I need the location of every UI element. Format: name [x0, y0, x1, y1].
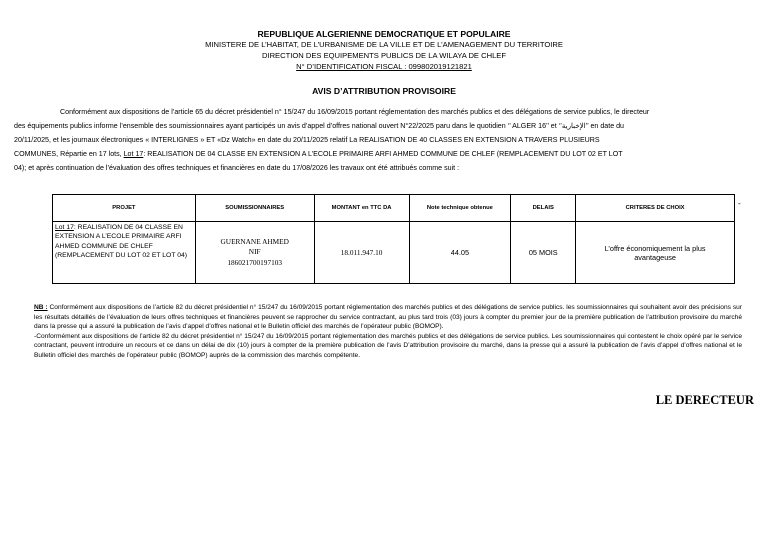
margin-mark: - [738, 199, 741, 208]
intro-lot-label: Lot 17 [123, 150, 144, 158]
header-fiscal-id: N° D’IDENTIFICATION FISCAL : 099802019121821 [296, 62, 472, 71]
intro-line-4-start: COMMUNES, Répartie en 17 lots, [14, 150, 124, 158]
note-paragraph-2: -Conformément aux dispositions de l’article 82 du décret présidentiel n° 15/247 du 16/09/2015 portant réglementation des marchés publics et des délégations de service publics. Les soumissionnaires qui contestent le choix opéré par le service contractant, peuvent introduire un recours et ce dans un délai de dix (10) jours à compter de la première publication de l’avis D’attribution provisoire du marché, dans la presse qui a assuré la publication de l’avis d’appel d’offres national et le Bulletin officiel des marchés de l’opérateur public (BOMOP) auprès de la commission des marchés compétente. [34, 332, 742, 359]
col-header-delais: DELAIS [511, 195, 576, 222]
notes-section [34, 303, 742, 360]
cell-lot-label: Lot 17 [55, 224, 74, 231]
signature: LE DERECTEUR [655, 393, 754, 407]
soumissionnaire-nif-label: NIF [248, 247, 261, 257]
document-title: AVIS D’ATTRIBUTION PROVISOIRE [312, 86, 456, 96]
cell-delais: 05 MOIS [511, 222, 576, 284]
cell-soumissionnaire [195, 222, 314, 284]
table-row [53, 222, 735, 284]
header-republic: REPUBLIQUE ALGERIENNE DEMOCRATIQUE ET POPULAIRE [257, 29, 511, 39]
intro-line-3: 20/11/2025, et les journaux électroniques « INTERLIGNES » ET «Dz Watch» en date du 20/11/2025 relatif La REALISATION DE 40 CLASSES EN EXTENSION A TRAVERS PLUSIEURS [14, 136, 600, 144]
intro-line-5: 04); et après continuation de l’évaluation des offres techniques et financières en date du 17/08/2026 les travaux ont été attribués comme suit : [14, 164, 460, 172]
table-header-row [53, 195, 735, 222]
intro-paragraph [0, 0, 768, 190]
col-header-soumissionnaires: SOUMISSIONNAIRES [195, 195, 314, 222]
header-direction: DIRECTION DES EQUIPEMENTS PUBLICS DE LA WILAYA DE CHLEF [261, 51, 507, 60]
intro-line-1: Conformément aux dispositions de l’article 65 du décret présidentiel n° 15/247 du 16/09/2015 portant réglementation des marchés publics et des délégations de service publics, le directeur [60, 108, 650, 116]
cell-critere: L’offre économiquement la plus avantageuse [576, 222, 735, 284]
intro-line-4-end: : REALISATION DE 04 CLASSE EN EXTENSION A L’ECOLE PRIMAIRE ARFI AHMED COMMUNE DE CHLEF (REMPLACEMENT DU LOT 02 ET LOT [143, 150, 623, 158]
soumissionnaire-nif: 186021700197103 [227, 257, 283, 267]
col-header-note: Note technique obtenue [409, 195, 511, 222]
col-header-criteres: CRITERES DE CHOIX [576, 195, 735, 222]
note-paragraph-1-text: Conformément aux dispositions de l’article 82 du décret présidentiel n° 15/247 du 16/09/2015 portant réglementation des marchés publics et des délégations de service publics. les soumissionnaires qui souhaitent avoir des précisions sur les résultats détaillés de l’évaluation de leurs offres techniques et financières peuvent se rapprocher du service contractant, au plus tard trois (03) jours à compter du premier jour de la première publication de l’attribution provisoire du marché dans la presse qui a assuré la publication de l’avis d’appel d’offres national et le Bulletin officiel des marchés de l’opérateur public (BOMOP). [34, 304, 742, 330]
cell-montant: 18.011.947.10 [314, 222, 409, 284]
cell-note: 44.05 [409, 222, 511, 284]
soumissionnaire-name: GUERNANE AHMED [220, 236, 289, 246]
cell-projet-text: : REALISATION DE 04 CLASSE EN EXTENSION A L’ECOLE PRIMAIRE ARFI AHMED COMMUNE DE CHLEF (REMPLACEMENT DU LOT 02 ET LOT 04) [55, 224, 188, 260]
intro-line-2: des équipements publics informe l’ensemble des soumissionnaires ayant participés un avis d’appel d’offres national ouvert N°22/2025 paru dans le quotidien ‘’ ALGER 16’’ et ‘’الإخبارية’’ en date du [14, 122, 624, 130]
header-ministry: MINISTERE DE L’HABITAT, DE L’URBANISME DE LA VILLE ET DE L’AMENAGEMENT DU TERRITOIRE [205, 40, 563, 49]
nb-label: NB : [34, 304, 48, 311]
attribution-table [52, 194, 735, 284]
col-header-montant: MONTANT en TTC DA [314, 195, 409, 222]
cell-projet [53, 222, 196, 284]
note-paragraph-1 [34, 303, 742, 332]
intro-line-4 [14, 148, 623, 162]
col-header-projet: PROJET [53, 195, 196, 222]
